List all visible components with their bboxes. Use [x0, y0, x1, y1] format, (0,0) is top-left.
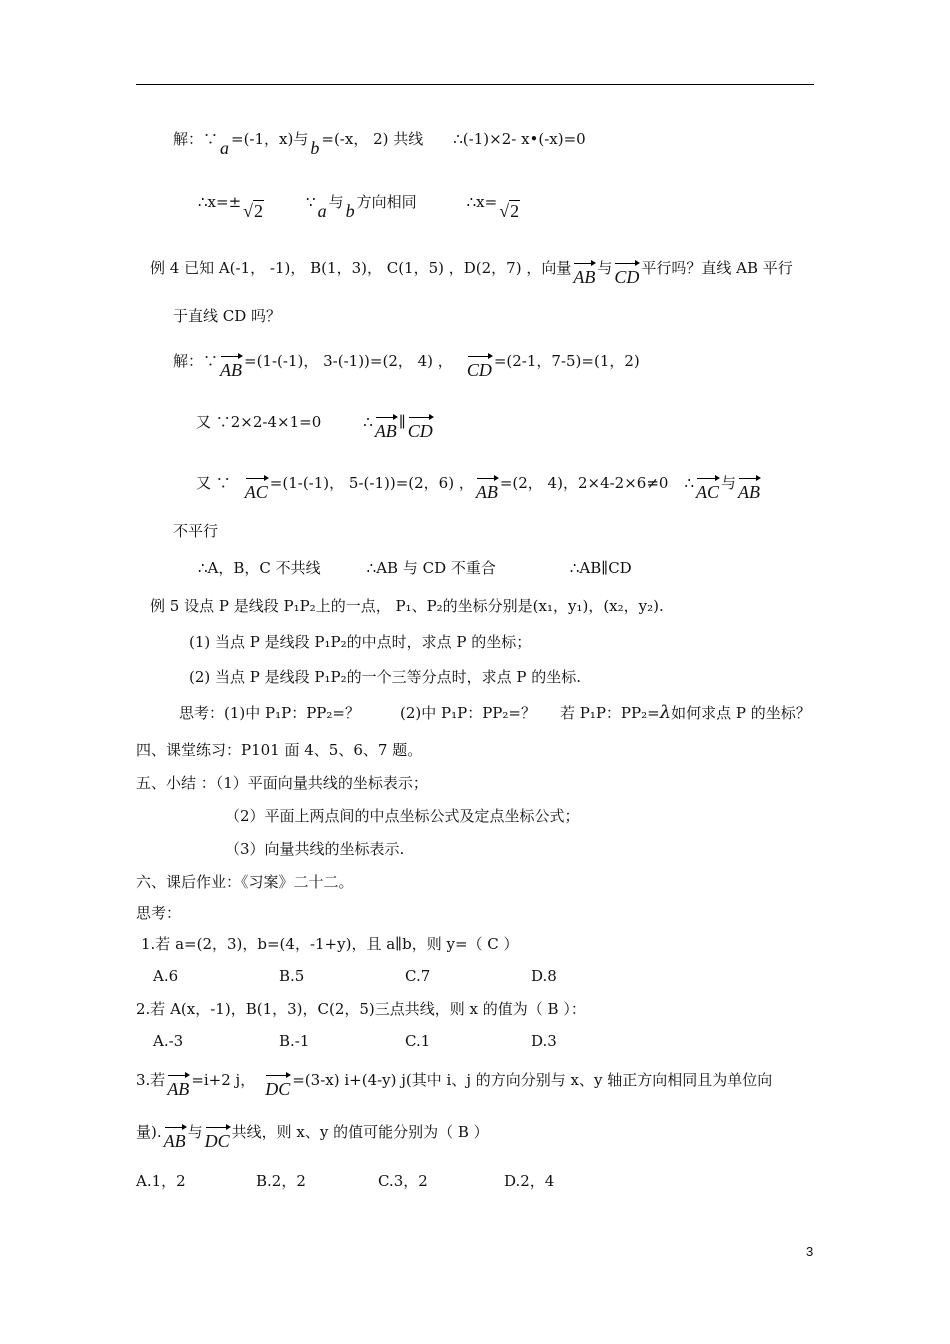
- text: ∴x=: [466, 193, 498, 211]
- option: C.1: [405, 1032, 431, 1050]
- sqrt-expression: √2: [243, 201, 264, 221]
- sqrt-expression: √2: [499, 201, 520, 221]
- text: 又 ∵2×2-4×1=0: [196, 413, 322, 431]
- text: =(1-(-1)， 5-(-1))=(2，6) ，: [269, 474, 474, 492]
- text: 量).: [136, 1123, 162, 1141]
- text: 解：∵: [173, 130, 219, 148]
- text: ∴(-1)×2- x•(-x)=0: [453, 130, 586, 148]
- think-heading: 思考：: [136, 904, 182, 922]
- example4-solution-3: [196, 467, 762, 502]
- text: =(2-1，7-5)=(1，2): [493, 352, 640, 370]
- vector-ab: AB: [164, 1126, 186, 1150]
- text: =(-1，x)与: [231, 130, 309, 148]
- lambda-symbol: λ: [659, 702, 672, 723]
- vector-ab: AB: [220, 355, 242, 379]
- option: B.5: [279, 967, 305, 985]
- text: 若 P₁P：PP₂=: [559, 704, 660, 722]
- option: B.2，2: [256, 1172, 306, 1190]
- text: 解：∵: [173, 352, 219, 370]
- question-1-options: [153, 966, 557, 986]
- question-3-line-1: [136, 1064, 773, 1099]
- example4-line-1: [150, 252, 793, 287]
- example5-think: [179, 703, 811, 723]
- text: ∵: [306, 193, 316, 211]
- vector-cd: CD: [408, 416, 433, 440]
- option: A.-3: [153, 1032, 184, 1050]
- text: =(2， 4)，2×4-2×6≠0: [499, 474, 669, 492]
- text: =i+2 j，: [191, 1071, 256, 1089]
- question-2: 2.若 A(x，-1)，B(1，3)，C(2，5)三点共线，则 x 的值为（ B ）：: [136, 1000, 586, 1018]
- text: ∴A，B，C 不共线: [198, 559, 321, 577]
- text: ∴AB 与 CD 不重合: [366, 559, 496, 577]
- example5-line-2: (1) 当点 P 是线段 P₁P₂的中点时，求点 P 的坐标；: [189, 633, 532, 651]
- radicand: 2: [510, 201, 520, 221]
- section-5-line-3: （3）向量共线的坐标表示.: [225, 840, 405, 858]
- option: D.8: [531, 967, 557, 985]
- example5-line-3: (2) 当点 P 是线段 P₁P₂的一个三等分点时，求点 P 的坐标.: [189, 668, 582, 686]
- example4-line-2: 于直线 CD 吗？: [173, 307, 282, 325]
- vector-ab: AB: [167, 1074, 189, 1098]
- vector-cd: CD: [614, 262, 639, 286]
- text: 方向相同: [356, 193, 417, 211]
- example4-solution-4: 不平行: [173, 522, 219, 540]
- text: 3.若: [136, 1071, 166, 1089]
- vector-ab: AB: [476, 477, 498, 501]
- vector-ab: AB: [375, 416, 397, 440]
- text: 共线，则 x、y 的值可能分别为（ B ）: [231, 1123, 489, 1141]
- question-2-options: [153, 1031, 557, 1051]
- section-5-line-1: 五、小结 ：（1）平面向量共线的坐标表示；: [136, 774, 428, 792]
- text: 与: [721, 474, 737, 492]
- text: 与: [328, 193, 344, 211]
- text: =(3-x) i+(4-y) j(其中 i、j 的方向分别与 x、y 轴正方向相同且为单位向: [292, 1071, 773, 1089]
- vector-ac: AC: [245, 477, 268, 501]
- vector-cd: CD: [467, 355, 492, 379]
- section-4: 四、课堂练习：P101 面 4、5、6、7 题。: [136, 741, 423, 759]
- example4-conclusion: [198, 558, 632, 578]
- text: ∴: [684, 474, 694, 492]
- text: (2)中 P₁P：PP₂=？: [399, 704, 536, 722]
- text: 如何求点 P 的坐标？: [671, 704, 811, 722]
- question-3-options: [136, 1171, 554, 1191]
- text: ∥: [398, 413, 406, 431]
- vector-dc: DC: [205, 1126, 230, 1150]
- var-a: a: [317, 201, 327, 221]
- text: ∴x=±: [198, 193, 242, 211]
- section-5-line-2: （2）平面上两点间的中点坐标公式及定点坐标公式；: [225, 807, 580, 825]
- option: A.6: [153, 967, 179, 985]
- text: 与: [187, 1123, 203, 1141]
- radicand: 2: [254, 201, 264, 221]
- section-6: 六、课后作业：《习案》二十二。: [136, 873, 354, 891]
- page-number: 3: [806, 1244, 814, 1259]
- question-1: 1.若 a=(2，3)，b=(4，-1+y)，且 a∥b，则 y=（ C ）: [141, 935, 519, 953]
- vector-ab: AB: [573, 262, 595, 286]
- text: 平行吗？直线 AB 平行: [641, 259, 793, 277]
- solution-line-2: [198, 190, 522, 221]
- text: 又 ∵: [196, 474, 231, 492]
- text: 与: [597, 259, 613, 277]
- option: D.3: [531, 1032, 557, 1050]
- vector-dc: DC: [265, 1074, 290, 1098]
- text: ∴AB∥CD: [569, 559, 632, 577]
- example5-line-1: 例 5 设点 P 是线段 P₁P₂上的一点， P₁、P₂的坐标分别是(x₁，y₁)，(x₂，y₂).: [150, 597, 664, 615]
- option: C.3，2: [378, 1172, 428, 1190]
- option: A.1，2: [136, 1172, 186, 1190]
- text: 思考：(1)中 P₁P：PP₂=？: [179, 704, 360, 722]
- text: =(1-(-1)， 3-(-1))=(2， 4) ，: [244, 352, 453, 370]
- option: B.-1: [279, 1032, 310, 1050]
- var-b: b: [310, 138, 320, 158]
- example4-solution-1: [173, 345, 640, 380]
- header-rule: [136, 84, 814, 85]
- text: ∴: [363, 413, 373, 431]
- option: D.2，4: [504, 1172, 555, 1190]
- vector-ac: AC: [696, 477, 719, 501]
- var-b: b: [345, 201, 355, 221]
- text: 例 4 已知 A(-1， -1)， B(1，3)， C(1，5) ，D(2，7) ，向量: [150, 259, 572, 277]
- question-3-line-2: [136, 1116, 489, 1151]
- option: C.7: [405, 967, 431, 985]
- vector-ab: AB: [738, 477, 760, 501]
- var-a: a: [220, 138, 230, 158]
- solution-line-1: [173, 128, 586, 158]
- example4-solution-2: [196, 406, 435, 441]
- text: =(-x， 2) 共线: [321, 130, 424, 148]
